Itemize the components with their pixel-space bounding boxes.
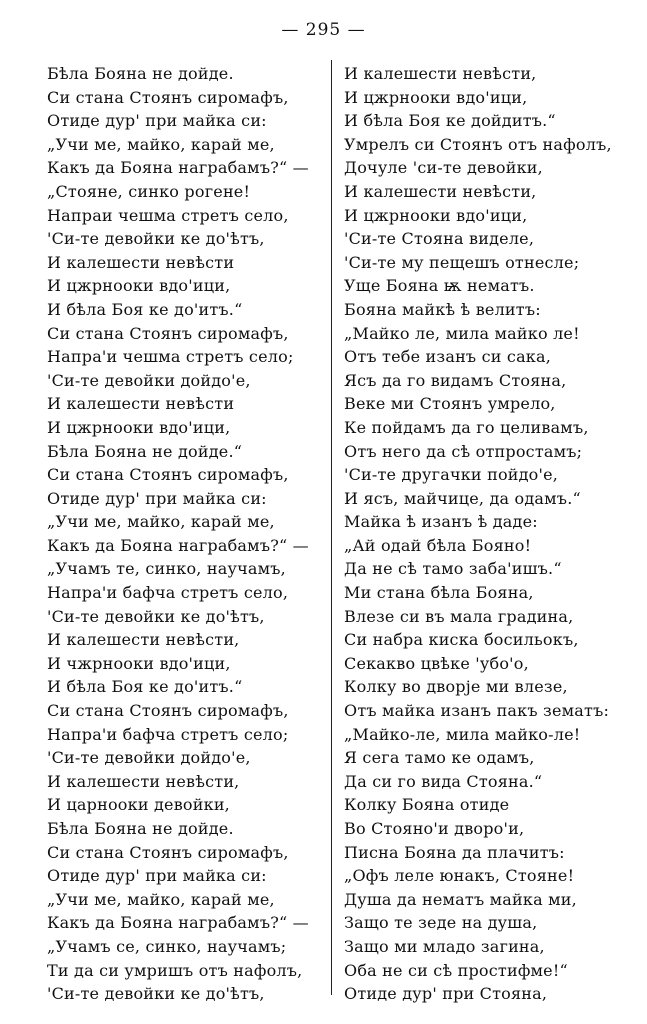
verse-line: Отиде дур' при майка си: xyxy=(47,111,267,131)
verse-line: Си стана Стоянъ сиромафъ, xyxy=(47,323,289,343)
verse-line: Си стана Стоянъ сиромафъ, xyxy=(47,87,289,107)
verse-line: Колку во дворје ми влезе, xyxy=(344,677,568,697)
verse-line: Защо ми младо загина, xyxy=(344,936,545,956)
verse-line: Защо те зеде на душа, xyxy=(344,913,538,933)
verse-line: И цжрнооки вдо'ици, xyxy=(47,276,231,296)
verse-line: И ясъ, майчице, да одамъ.“ xyxy=(344,488,581,508)
verse-line: 'Си-те Стояна виделе, xyxy=(344,229,535,249)
verse-line: Напраи чешма стретъ село, xyxy=(47,205,289,225)
verse-line: И калешести невѣсти xyxy=(47,394,235,414)
page-number: — 295 — xyxy=(281,20,366,40)
verse-line: И цжрнооки вдо'ици, xyxy=(344,87,528,107)
verse-line: Отиде дур' при майка си: xyxy=(47,488,267,508)
verse-line: Ке пойдамъ да го целивамъ, xyxy=(344,417,589,437)
verse-line: „Учи ме, майко, карай ме, xyxy=(47,512,275,532)
verse-line: Бояна майкѣ ѣ велитъ: xyxy=(344,299,541,319)
verse-line: Умрелъ си Стоянъ отъ нафолъ, xyxy=(344,134,612,154)
verse-line: Ти да си умришъ отъ нафолъ, xyxy=(47,960,303,980)
verse-line: „Офъ леле юнакъ, Стояне! xyxy=(344,866,575,886)
verse-line: 'Си-те девойки ке до'ѣтъ, xyxy=(47,229,265,249)
verse-line: „Учамъ те, синко, научамъ, xyxy=(47,559,286,579)
verse-line: И царнооки девойки, xyxy=(47,795,230,815)
verse-line: Секакво цвѣке 'убо'о, xyxy=(344,653,529,673)
verse-line: Бѣла Бояна не дойде.“ xyxy=(47,441,243,461)
verse-line: 'Си-те девойки ке до'ѣтъ, xyxy=(47,984,265,1004)
verse-line: Уще Бояна ѭ нематъ. xyxy=(344,276,535,296)
verse-line: 'Си-те другачки пойдо'е, xyxy=(344,465,559,485)
verse-line: „Учамъ се, синко, научамъ; xyxy=(47,936,287,956)
verse-line: Да не сѣ тамо заба'ишъ.“ xyxy=(344,559,562,579)
verse-line: И калешести невѣсти, xyxy=(47,771,240,791)
verse-line: „Майко ле, мила майко ле! xyxy=(344,323,580,343)
verse-line: Отиде дур' при майка си: xyxy=(47,866,267,886)
verse-line: Какъ да Бояна награбамъ?“ — xyxy=(47,158,309,178)
verse-line: Писна Бояна да плачитъ: xyxy=(344,842,565,862)
verse-line: Бѣла Бояна не дойде. xyxy=(47,819,234,838)
verse-line: Си стана Стоянъ сиромафъ, xyxy=(47,701,289,721)
verse-line: Си стана Стоянъ сиромафъ, xyxy=(47,465,289,485)
verse-line: „Майко-ле, мила майко-ле! xyxy=(344,724,581,744)
verse-line: 'Си-те девойки дойдо'е, xyxy=(47,748,251,768)
verse-line: И цжрнооки вдо'ици, xyxy=(47,417,231,437)
verse-line: Я сега тамо ке одамъ, xyxy=(344,748,535,768)
left-column xyxy=(47,62,332,1006)
verse-line: Да си го вида Стояна.“ xyxy=(344,771,543,791)
verse-line: И калешести невѣсти xyxy=(47,252,235,272)
verse-line: Какъ да Бояна награбамъ?“ — xyxy=(47,913,309,933)
verse-line: „Учи ме, майко, карай ме, xyxy=(47,889,275,909)
verse-line: Напра'и чешма стретъ село; xyxy=(47,347,294,367)
verse-line: И калешести невѣсти, xyxy=(47,630,240,650)
verse-line: Бѣла Бояна не дойде. xyxy=(47,64,234,83)
verse-line: Отъ него да сѣ отпростамъ; xyxy=(344,441,583,461)
verse-line: 'Си-те девойки ке до'ѣтъ, xyxy=(47,606,265,626)
verse-line: Ми стана бѣла Бояна, xyxy=(344,583,534,603)
verse-line: Отъ майка изанъ пакъ зематъ: xyxy=(344,701,610,721)
verse-line: И чжрнооки вдо'ици, xyxy=(47,653,231,673)
verse-line: „Стояне, синко рогене! xyxy=(47,181,251,201)
verse-line: Майка ѣ изанъ ѣ даде: xyxy=(344,512,538,532)
right-column xyxy=(344,62,644,1006)
verse-line: Напра'и бафча стретъ село; xyxy=(47,724,289,744)
verse-line: И бѣла Боя ке дойдитъ.“ xyxy=(344,111,556,131)
verse-line: Отъ тебе изанъ си сака, xyxy=(344,347,552,367)
verse-line: Напра'и бафча стретъ село, xyxy=(47,583,289,603)
verse-line: „Ай одай бѣла Бояно! xyxy=(344,535,532,555)
verse-line: 'Си-те девойки дойдо'е, xyxy=(47,370,251,390)
verse-line: Какъ да Бояна награбамъ?“ — xyxy=(47,535,309,555)
verse-line: Ясъ да го видамъ Стояна, xyxy=(344,370,567,390)
verse-line: И калешести невѣсти, xyxy=(344,64,537,83)
verse-line: 'Си-те му пещешъ отнесле; xyxy=(344,252,580,272)
verse-line: Си набра киска босильокъ, xyxy=(344,630,579,650)
verse-line: И цжрнооки вдо'ици, xyxy=(344,205,528,225)
verse-line: Душа да нематъ майка ми, xyxy=(344,889,577,909)
verse-line: И бѣла Боя ке до'итъ.“ xyxy=(47,299,243,319)
verse-line: Дочуле 'си-те девойки, xyxy=(344,158,543,178)
verse-line: Веке ми Стоянъ умрело, xyxy=(344,394,556,414)
verse-line: Влезе си въ мала градина, xyxy=(344,606,574,626)
verse-line: И бѣла Боя ке до'итъ.“ xyxy=(47,677,243,697)
verse-line: И калешести невѣсти, xyxy=(344,181,537,201)
verse-line: Во Стояно'и дворо'и, xyxy=(344,819,525,838)
verse-line: Отиде дур' при Стояна, xyxy=(344,984,548,1004)
verse-line: „Учи ме, майко, карай ме, xyxy=(47,134,275,154)
verse-line: Оба не си сѣ простифме!“ xyxy=(344,960,568,980)
verse-line: Си стана Стоянъ сиромафъ, xyxy=(47,842,289,862)
verse-line: Колку Бояна отиде xyxy=(344,795,510,815)
